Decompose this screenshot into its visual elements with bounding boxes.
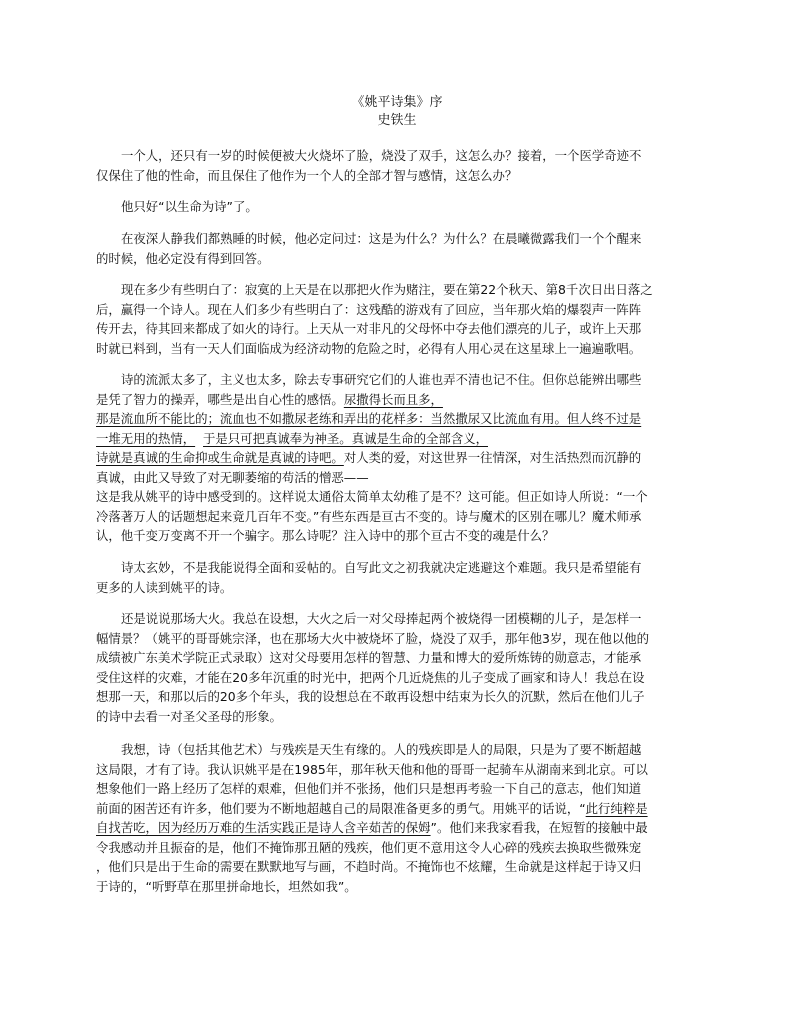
text-line xyxy=(96,448,698,468)
document-title: 《姚平诗集》序 xyxy=(351,95,443,110)
text-line: 想那一天，和那以后的20多个年头，我的设想总在不敢再设想中结束为长久的沉默，然后在他们儿子 xyxy=(96,689,645,704)
text-line: 现在多少有些明白了：寂寞的上天是在以那把火作为赌注，要在第22个秋天、第8千次日出日落之 xyxy=(121,282,653,297)
underlined-text: 尿撒得长而且多， xyxy=(343,391,443,407)
text-line: 于诗的，“听野草在那里拼命地长，坦然如我”。 xyxy=(96,878,357,894)
text-line: 一个人，还只有一岁的时候便被大火烧坏了脸，烧没了双手，这怎么办？接着，一个医学奇迹不 xyxy=(121,148,642,163)
text-line: 认，他千变万变离不开一个骗字。那么诗呢？注入诗中的那个亘古不变的魂是什么？ xyxy=(96,528,555,543)
text-line: 诗的流派太多了，主义也太多，除去专事研究它们的人谁也弄不清也记不住。但你总能辨出哪些 xyxy=(121,372,642,387)
paragraph-3 xyxy=(96,229,698,268)
text-line: 仅保住了他的性命，而且保住了他作为一个人的全部才智与感情，这怎么办？ xyxy=(96,167,518,183)
text-line: 令我感动并且振奋的是，他们不掩饰那丑陋的残疾，他们更不意用这令人心碎的残疾去换取些微殊宠 xyxy=(96,839,642,855)
text-line: 想象他们一路上经历了怎样的艰难，但他们并不张扬，他们只是想再考验一下自己的意志，他们知道 xyxy=(96,781,642,796)
document-author: 史铁生 xyxy=(377,113,417,128)
text-line xyxy=(96,799,698,819)
text-line: ，他们只是出于生命的需要在默默地写与画，不趋时尚。不掩饰也不炫耀，生命就是这样起于诗又归 xyxy=(96,859,642,874)
underlined-text: 于是只可把真诚奉为神圣。真诚是生命的全部含义， xyxy=(203,430,488,446)
text-line: 他只好“以生命为诗”了。 xyxy=(121,199,258,214)
paragraph-7 xyxy=(96,558,698,597)
text-line: 后，赢得一个诗人。现在人们多少有些明白了：这残酷的游戏有了回应，当年那火焰的爆裂声一阵阵 xyxy=(96,301,642,317)
text-line: 的诗中去看一对圣父圣母的形象。 xyxy=(96,708,282,724)
text-line: 冷落著万人的话题想起来竟几百年不变。”有些东西是亘古不变的。诗与魔术的区别在哪儿？魔术师承 xyxy=(96,508,642,524)
text-line xyxy=(96,429,698,449)
paragraph-5 xyxy=(96,370,698,487)
paragraph-2 xyxy=(96,197,698,217)
underlined-text: 此行纯粹是 xyxy=(585,800,648,816)
text-line: 还是说说那场大火。我总在设想，大火之后一对父母捧起两个被烧得一团模糊的儿子，是怎样一 xyxy=(121,611,642,626)
paragraph-8 xyxy=(96,609,698,726)
text-line: 的时候，他必定没有得到回答。 xyxy=(96,250,270,266)
text-line: 真诚，由此又导致了对无聊萎缩的苟活的憎恶—— xyxy=(96,469,369,485)
underlined-text: 自找苦吃，因为经历万难的生活实践正是诗人含辛茹苦的保姆 xyxy=(96,820,431,835)
underlined-text: 一堆无用的热情， xyxy=(96,430,196,446)
text-segment: 是凭了智力的操弄，哪些是出自心性的感悟。 xyxy=(96,391,344,407)
text-line: 时就已料到，当有一天人们面临成为经济动物的危险之时，必得有人用心灵在这星球上一遍遍歌唱。 xyxy=(96,340,642,356)
text-line: 受住这样的灾难，才能在20多年沉重的时光中，把两个几近烧焦的儿子变成了画家和诗人！我总在设 xyxy=(96,669,645,685)
text-line: 幅情景？（姚平的哥哥姚宗泽，也在那场大火中被烧坏了脸，烧没了双手，那年他3岁，现在他以他的 xyxy=(96,630,650,646)
text-line xyxy=(96,390,698,410)
paragraph-6 xyxy=(96,487,698,546)
underlined-text: 诗就是真诚的生命抑或生命就是真诚的诗吧。 xyxy=(96,450,344,465)
text-line xyxy=(96,818,698,838)
text-segment: ”。他们来我家看我，在短暂的接触中最 xyxy=(430,820,648,835)
underlined-line: 那是流血所不能比的；流血也不如撒尿老练和弄出的花样多：当然撒尿又比流血有用。但人终不过是 xyxy=(96,411,642,426)
text-segment: 对人类的爱，对这世界一往情深，对生活热烈而沉静的 xyxy=(343,450,642,465)
text-line: 传开去，待其回来都成了如火的诗行。上天从一对非凡的父母怀中夺去他们漂亮的儿子，或许上天那 xyxy=(96,321,642,336)
paragraph-4 xyxy=(96,280,698,358)
text-segment: 前面的困苦还有许多，他们要为不断地超越自己的局限准备更多的勇气。用姚平的话说，“ xyxy=(96,800,586,816)
text-line: 更多的人读到姚平的诗。 xyxy=(96,579,233,595)
paragraph-1 xyxy=(96,146,698,185)
text-line: 诗太玄妙，不是我能说得全面和妥帖的。自写此文之初我就决定逃避这个难题。我只是希望能有 xyxy=(121,560,642,575)
text-line: 成绩被广东美术学院正式录取）这对父母要用怎样的智慧、力量和博大的爱所炼铸的勋意志，才能承 xyxy=(96,650,642,665)
text-line: 我想，诗（包括其他艺术）与残疾是天生有缘的。人的残疾即是人的局限，只是为了要不断超越 xyxy=(121,742,642,757)
text-line: 这局限，才有了诗。我认识姚平是在1985年，那年秋天他和他的哥哥一起骑车从湖南来到北京。可以 xyxy=(96,761,648,777)
text-line: 在夜深人静我们都熟睡的时候，他必定问过：这是为什么？为什么？在晨曦微露我们一个个醒来 xyxy=(121,231,642,246)
text-line: 这是我从姚平的诗中感受到的。这样说太通俗太简单太幼稚了是不？这可能。但正如诗人所说：“一个 xyxy=(96,489,648,504)
paragraph-9 xyxy=(96,740,698,896)
